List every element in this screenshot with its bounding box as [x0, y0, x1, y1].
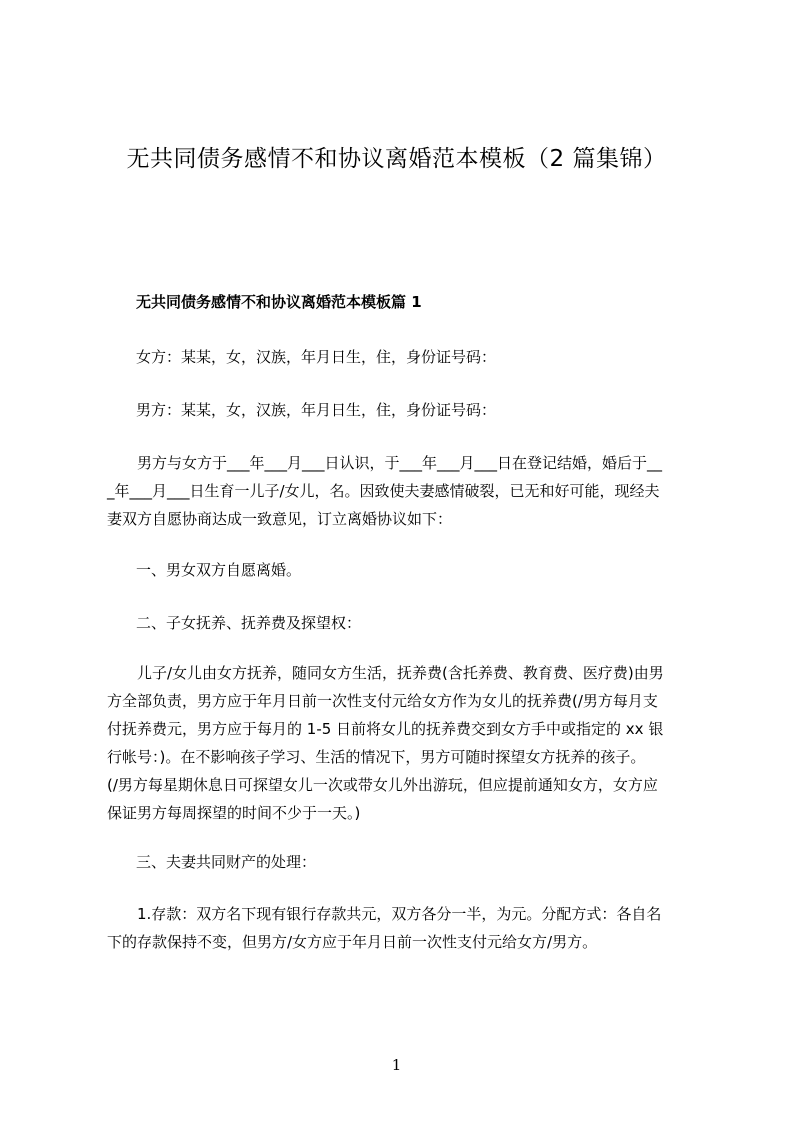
deposit-line-2: 下的存款保持不变，但男方/女方应于年月日前一次性支付元给女方/男方。: [107, 933, 598, 951]
section-heading: 无共同债务感情不和协议离婚范本模板篇 1: [136, 293, 422, 311]
intro-line-1: 男方与女方于___年___月___日认识，于___年___月___日在登记结婚，婚后于__: [137, 454, 663, 472]
intro-line-2: _年___月___日生育一儿子/女儿，名。因致使夫妻感情破裂，已无和好可能，现经夫: [107, 482, 660, 500]
clause-3: 三、夫妻共同财产的处理：: [136, 853, 317, 871]
custody-line-4: 行帐号：)。在不影响孩子学习、生活的情况下，男方可随时探望女方抚养的孩子。: [107, 748, 646, 766]
custody-line-6: 保证男方每周探望的时间不少于一天。): [107, 804, 361, 822]
custody-paragraph: [107, 659, 707, 827]
custody-line-1: 儿子/女儿由女方抚养，随同女方生活，抚养费(含托养费、教育费、医疗费)由男: [137, 664, 664, 682]
custody-line-5: (/男方每星期休息日可探望女儿一次或带女儿外出游玩，但应提前通知女方，女方应: [107, 776, 658, 794]
custody-line-3: 付抚养费元，男方应于每月的 1-5 日前将女儿的抚养费交到女方手中或指定的 xx 银: [107, 720, 664, 738]
deposit-line-1: 1.存款：双方名下现有银行存款共元，双方各分一半，为元。分配方式：各自名: [137, 905, 662, 923]
male-party-line: 男方：某某，女，汉族，年月日生，住，身份证号码：: [136, 401, 497, 419]
page-number: 1: [391, 1056, 402, 1074]
intro-line-3: 妻双方自愿协商达成一致意见，订立离婚协议如下：: [107, 510, 453, 528]
clause-1: 一、男女双方自愿离婚。: [136, 561, 302, 579]
custody-line-2: 方全部负责，男方应于年月日前一次性支付元给女方作为女儿的抚养费(/男方每月支: [107, 692, 658, 710]
female-party-line: 女方：某某，女，汉族，年月日生，住，身份证号码：: [136, 348, 497, 366]
deposit-paragraph: [107, 900, 707, 956]
intro-paragraph: [107, 449, 707, 533]
clause-2: 二、子女抚养、抚养费及探望权：: [136, 614, 362, 632]
document-title: 无共同债务感情不和协议离婚范本模板（2 篇集锦）: [126, 146, 667, 172]
